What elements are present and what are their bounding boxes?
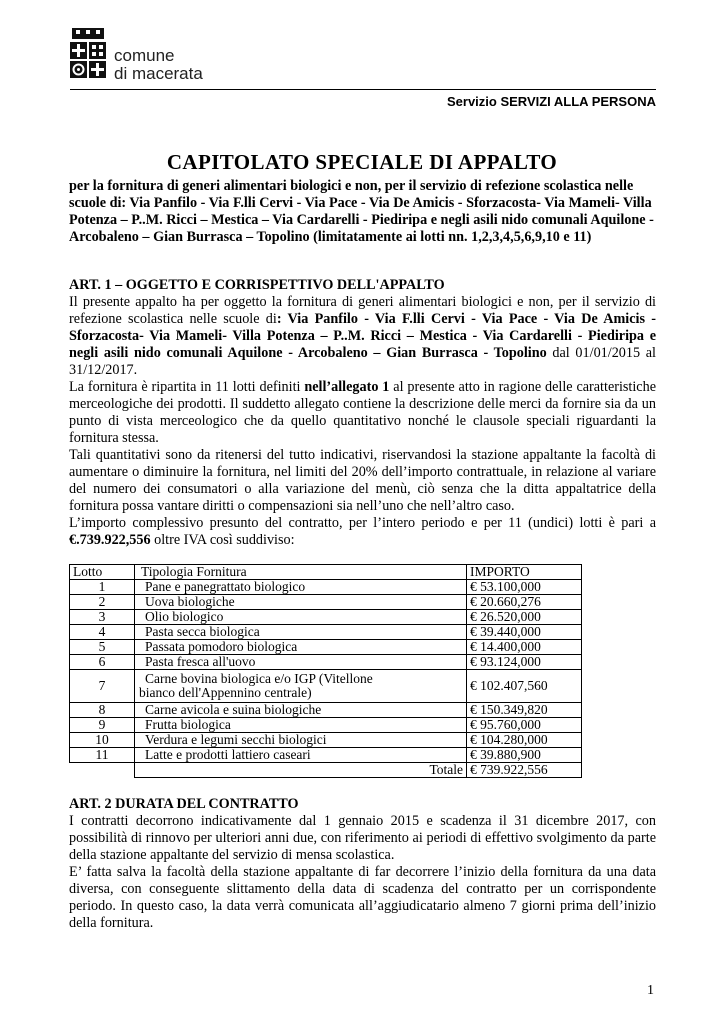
table-row: 5 Passata pomodoro biologica € 14.400,000 [70,640,582,655]
article-2-heading: ART. 2 DURATA DEL CONTRATTO [69,796,299,812]
comune-logo [70,28,230,84]
logo-line-2: di macerata [114,64,203,83]
article-2-paragraph-2: E’ fatta salva la facoltà della stazione appaltante di far decorrere l’inizio della fornitura da una data diversa, con conseguente slittamento della data di scadenza del contratto per un corrispondente periodo. In questo caso, la data verrà comunicata all’aggiudicatario almeno 7 giorni prima dell’inizio della fornitura. [69,864,656,931]
lots-table [69,564,582,778]
table-row: 9 Frutta biologica € 95.760,000 [70,718,582,733]
table-row: 8 Carne avicola e suina biologiche € 150.349,820 [70,703,582,718]
total-label: Totale [135,763,467,778]
article-2 [69,796,656,932]
table-row: 3 Olio biologico € 26.520,000 [70,610,582,625]
coat-of-arms-icon [70,28,106,82]
article-2-paragraph-1: I contratti decorrono indicativamente dal 1 gennaio 2015 e scadenza il 31 dicembre 2017, con possibilità di rinnovo per ulteriori anni due, con riferimento ai periodi di effettivo svolgimento da parte della stazione appaltante del servizio di mensa scolastica. [69,813,656,863]
table-row: 10 Verdura e legumi secchi biologici € 104.280,000 [70,733,582,748]
article-1-paragraph-4: L’importo complessivo presunto del contratto, per l’intero periodo e per 11 (undici) lotti è pari a €.739.922,556 oltre IVA così suddiviso: [69,515,656,548]
page-number: 1 [647,983,654,998]
header-lotto: Lotto [70,565,135,580]
article-1-paragraph-2: La fornitura è ripartita in 11 lotti definiti nell’allegato 1 al presente atto in ragione delle caratteristiche merceologiche dei prodotti. Il suddetto allegato contiene la descrizione delle merci da fornire sia da un punto di vista merceologico che da quello quantitativo nonché le clausole speciali riguardanti la fornitura stessa. [69,379,656,446]
document-subtitle: per la fornitura di generi alimentari biologici e non, per il servizio di refezione scolastica nelle scuole di: Via Panfilo - Via F.lli Cervi - Via Pace - Via De Amicis - Sforzacosta- Via Mameli- Villa Potenza – P..M. Ricci – Mestica – Via Cardarelli - Piediripa e negli asili nido comunali Aquilone - Arcobaleno – Gian Burrasca – Topolino (limitatamente ai lotti nn. 1,2,3,4,5,6,9,10 e 11) [69,178,654,245]
table-row: 11 Latte e prodotti lattiero caseari € 39.880,900 [70,748,582,763]
table-row: 7 Carne bovina biologica e/o IGP (Vitellone bianco dell'Appennino centrale) € 102.407,560 [70,670,582,703]
header-tipologia: Tipologia Fornitura [135,565,467,580]
article-1 [69,277,656,549]
article-1-paragraph-1: Il presente appalto ha per oggetto la fornitura di generi alimentari biologici e non, per il servizio di refezione scolastica nelle scuole di: Via Panfilo - Via F.lli Cervi - Via Pace - Via De Amicis - Sforzacosta- Via Mameli- Villa Potenza – P..M. Ricci – Mestica - Via Cardarelli - Piediripa e negli asili nido comunali Aquilone - Arcobaleno – Gian Burrasca - Topolino dal 01/01/2015 al 31/12/2017. [69,294,656,378]
table-row: 4 Pasta secca biologica € 39.440,000 [70,625,582,640]
table-row: 1 Pane e panegrattato biologico € 53.100,000 [70,580,582,595]
article-1-heading: ART. 1 – OGGETTO E CORRISPETTIVO DELL'APPALTO [69,277,445,293]
document-title: CAPITOLATO SPECIALE DI APPALTO [166,150,558,174]
logo-line-1: comune [114,46,175,65]
table-header-row [70,565,582,580]
total-value: € 739.922,556 [467,763,582,778]
article-1-paragraph-3: Tali quantitativi sono da ritenersi del tutto indicativi, riservandosi la stazione appaltante la facoltà di aumentare o diminuire la fornitura, nel limiti del 20% dell’importo contrattuale, in relazione al variare del numero dei consumatori o alla variazione del menù, ciò senza che la ditta appaltatrice della fornitura possa vantare diritti o compensazioni sia nell’uno che nell’altro caso. [69,447,656,514]
header-importo: IMPORTO [467,565,582,580]
header-rule [70,89,656,90]
table-total-row [70,763,582,778]
table-row: 2 Uova biologiche € 20.660,276 [70,595,582,610]
service-name: Servizio SERVIZI ALLA PERSONA [446,94,656,109]
table-row: 6 Pasta fresca all'uovo € 93.124,000 [70,655,582,670]
